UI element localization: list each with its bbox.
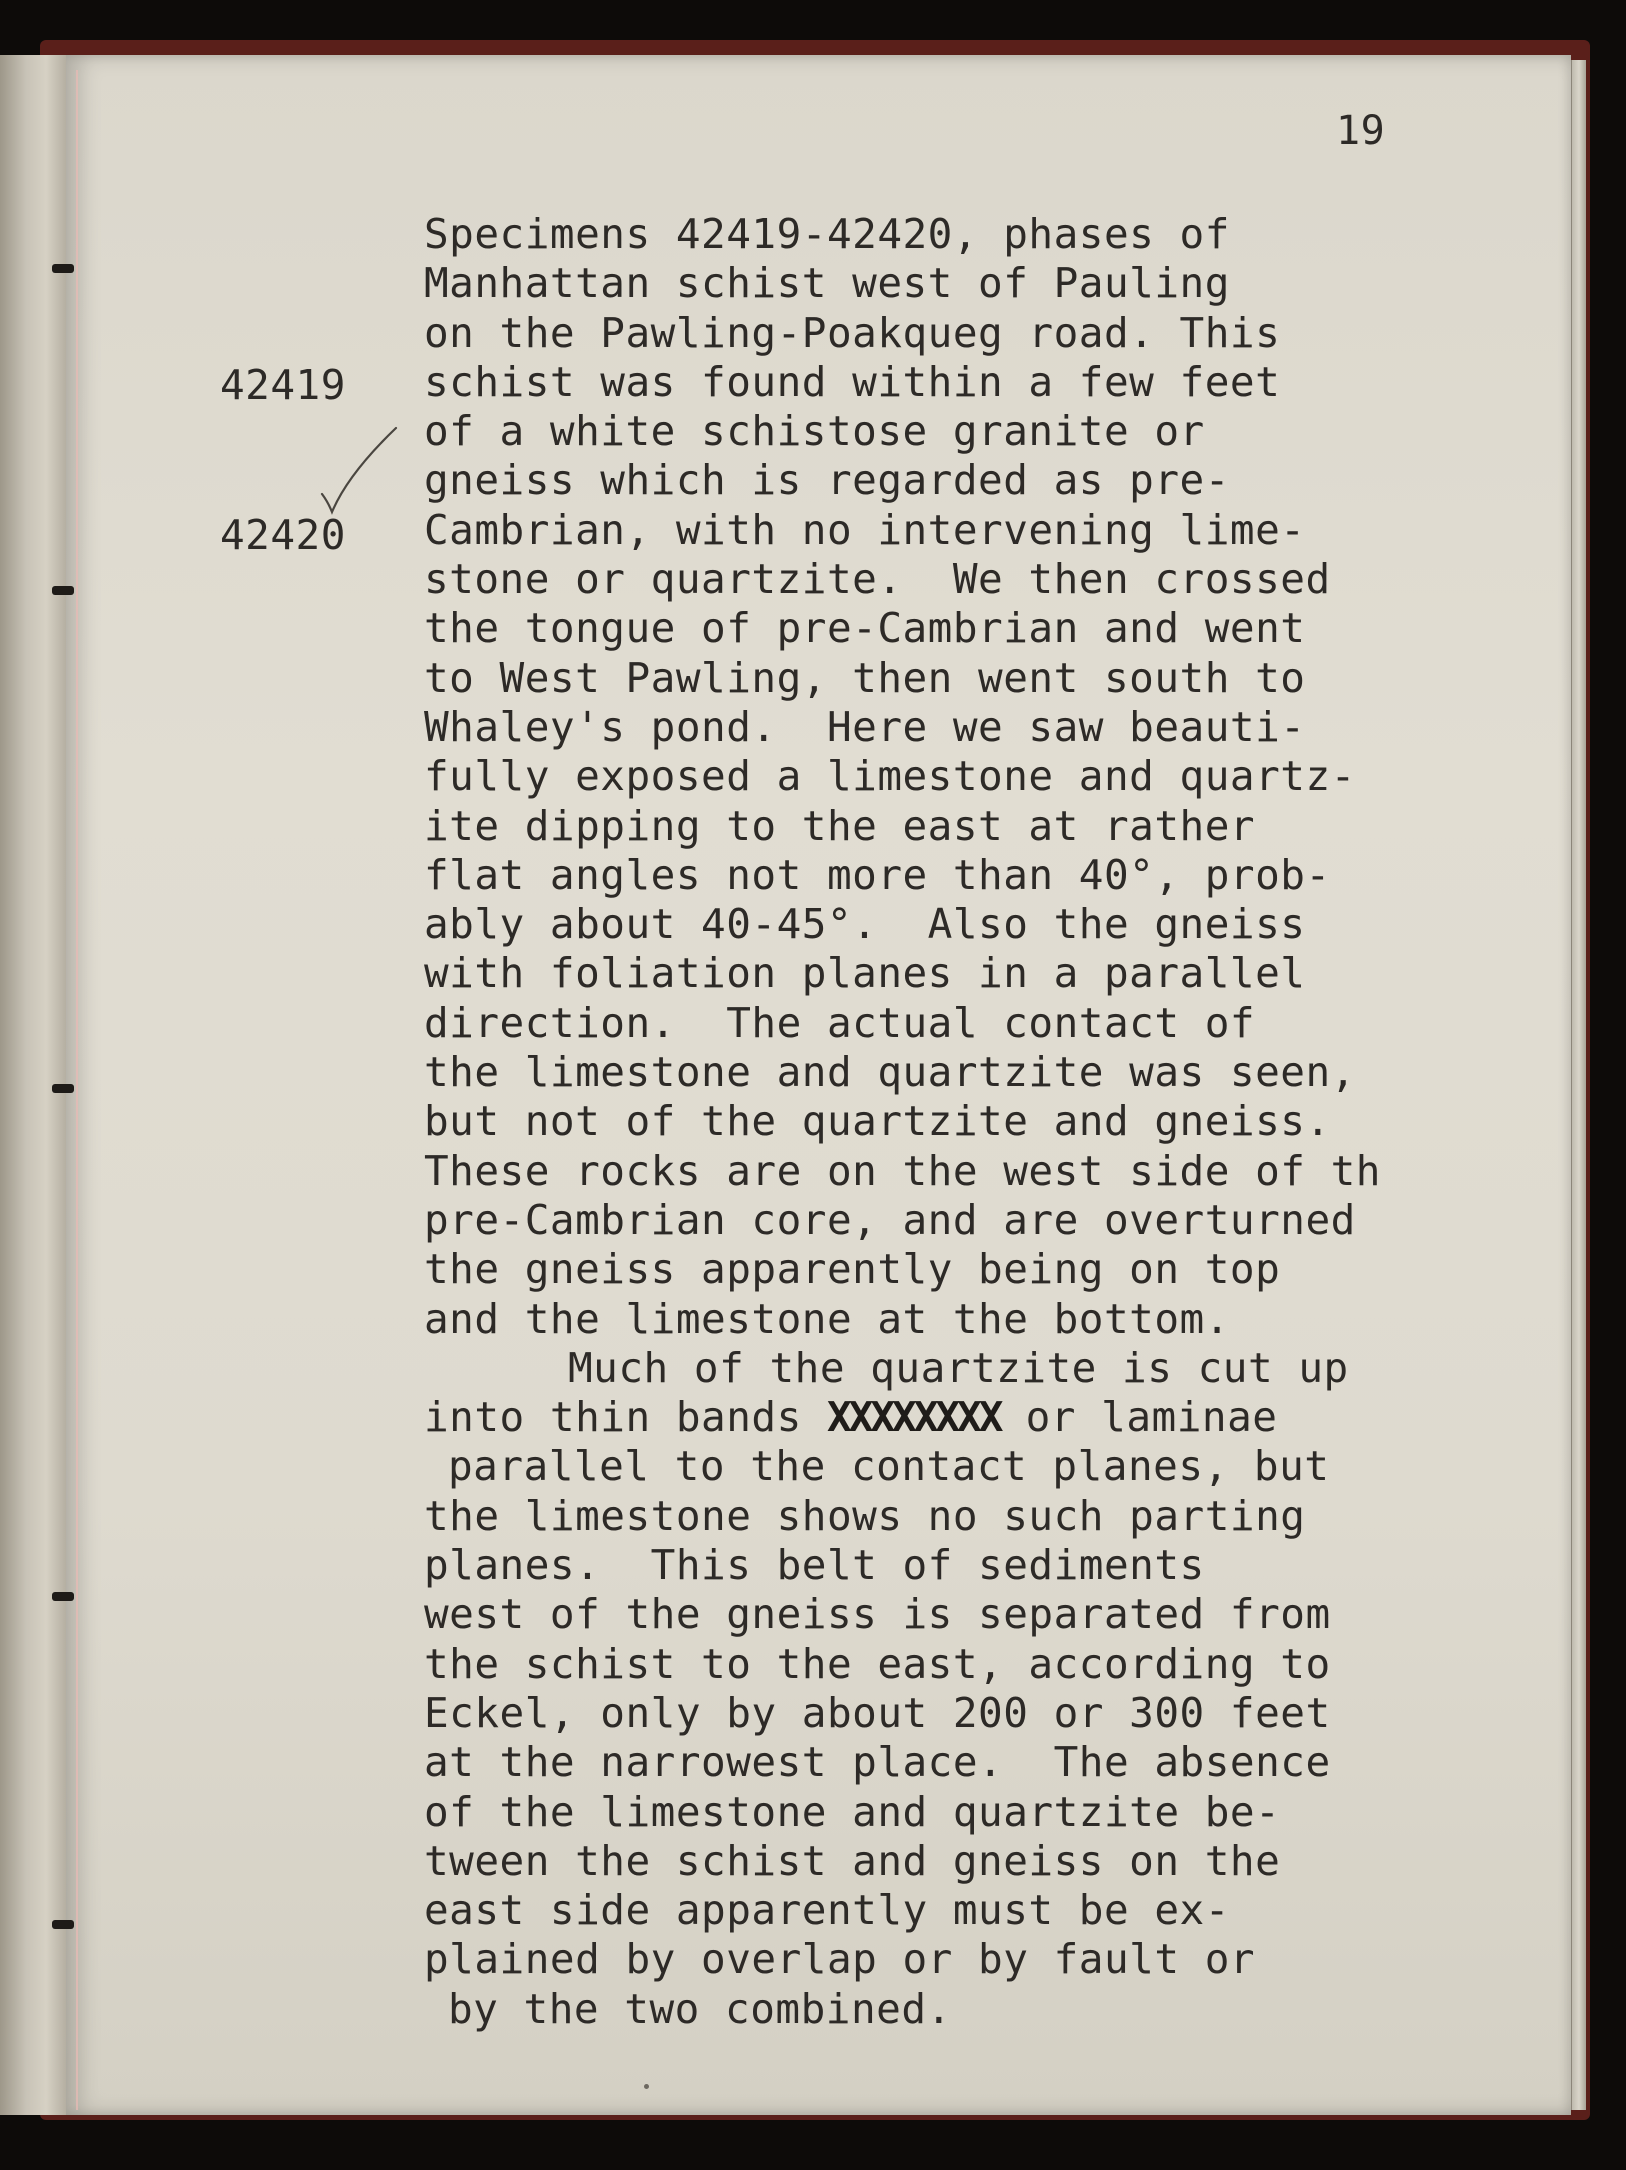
binding-hole [52, 1084, 74, 1093]
text-line-content: planes. This belt of sediments [424, 1541, 1205, 1590]
text-line-content: stone or quartzite. We then crossed [424, 555, 1331, 604]
text-line-content: west of the gneiss is separated from [424, 1590, 1331, 1639]
text-line [424, 259, 1381, 308]
text-line-content: to West Pawling, then went south to [424, 653, 1306, 702]
text-line [424, 1245, 1381, 1294]
text-line-content: plained by overlap or by fault or [424, 1935, 1256, 1984]
text-line-content: into thin bands [424, 1393, 827, 1442]
text-line-content: parallel to the contact planes, but [448, 1442, 1330, 1491]
text-line [424, 1886, 1381, 1935]
text-line [424, 1442, 1381, 1491]
paper-speck [644, 2084, 649, 2089]
binding-hole [52, 264, 74, 273]
text-line-content: with foliation planes in a parallel [424, 949, 1306, 998]
text-line [424, 1393, 1381, 1442]
text-line [424, 309, 1381, 358]
right-page-edge [1571, 60, 1586, 2110]
text-line [424, 949, 1381, 998]
text-line-content: gneiss which is regarded as pre- [424, 456, 1230, 505]
text-line [424, 1048, 1381, 1097]
text-line [424, 1541, 1381, 1590]
binding-hole [52, 1592, 74, 1601]
text-line-content: but not of the quartzite and gneiss. [424, 1097, 1331, 1146]
text-line-content: tween the schist and gneiss on the [424, 1836, 1281, 1885]
text-line [424, 802, 1381, 851]
text-line [424, 555, 1381, 604]
text-line-content: of the limestone and quartzite be- [424, 1787, 1281, 1836]
text-line-content: the limestone and quartzite was seen, [424, 1048, 1356, 1097]
text-line-content: Manhattan schist west of Pauling [424, 259, 1230, 308]
margin-specimen-number: 42419 [220, 361, 346, 409]
text-line [424, 456, 1381, 505]
text-line [424, 358, 1381, 407]
text-line [424, 210, 1381, 259]
text-line [424, 1689, 1381, 1738]
text-line [424, 1788, 1381, 1837]
text-line-content: Whaley's pond. Here we saw beauti- [424, 702, 1306, 751]
text-line-content: by the two combined. [448, 1984, 952, 2033]
text-line [424, 1738, 1381, 1787]
text-line [424, 752, 1381, 801]
text-line-content: of a white schistose granite or [424, 407, 1205, 456]
text-line [424, 1196, 1381, 1245]
text-line [424, 604, 1381, 653]
text-line [424, 999, 1381, 1048]
text-line [424, 407, 1381, 456]
text-line-content: ably about 40-45°. Also the gneiss [424, 900, 1306, 949]
struck-out-text: XXXXXXXX [826, 1393, 1001, 1442]
text-line-content: and the limestone at the bottom. [424, 1294, 1230, 1343]
text-line-content: These rocks are on the west side of th [424, 1146, 1381, 1195]
text-line-content: ite dipping to the east at rather [424, 801, 1256, 850]
binding-hole [52, 586, 74, 595]
text-line-content: at the narrowest place. The absence [424, 1738, 1331, 1787]
text-line-content: on the Pawling-Poakqueg road. This [424, 308, 1281, 357]
text-line-content: pre-Cambrian core, and are overturned [424, 1195, 1356, 1244]
text-line-content: the gneiss apparently being on top [424, 1245, 1281, 1294]
text-line [424, 1344, 1381, 1393]
text-line [424, 1935, 1381, 1984]
text-line [424, 703, 1381, 752]
text-line-content: the schist to the east, according to [424, 1639, 1331, 1688]
check-mark-icon [318, 424, 398, 524]
text-line-content: Eckel, only by about 200 or 300 feet [424, 1688, 1331, 1737]
text-line [424, 1097, 1381, 1146]
margin-specimen-number: 42420 [220, 511, 346, 559]
text-line-content: east side apparently must be ex- [424, 1886, 1230, 1935]
text-line [424, 900, 1381, 949]
text-line [424, 654, 1381, 703]
typed-body-text [424, 210, 1381, 2034]
text-line-content: schist was found within a few feet [424, 357, 1281, 406]
binding-hole [52, 1920, 74, 1929]
text-line-content: the tongue of pre-Cambrian and went [424, 604, 1306, 653]
text-line [424, 1147, 1381, 1196]
text-line-content: Cambrian, with no intervening lime- [424, 505, 1306, 554]
text-line [424, 1837, 1381, 1886]
text-line [424, 1492, 1381, 1541]
text-line [424, 1640, 1381, 1689]
text-line-content: fully exposed a limestone and quartz- [424, 752, 1356, 801]
text-line-continuation: or laminae [1000, 1393, 1278, 1442]
text-line [424, 1985, 1381, 2034]
text-line [424, 851, 1381, 900]
text-line-content: direction. The actual contact of [424, 998, 1256, 1047]
margin-rule-line [76, 70, 78, 2110]
text-line [424, 506, 1381, 555]
text-line-content: Specimens 42419-42420, phases of [424, 210, 1230, 258]
page-number: 19 [1336, 108, 1386, 154]
text-line-content: flat angles not more than 40°, prob- [424, 850, 1331, 899]
text-line-content: the limestone shows no such parting [424, 1491, 1306, 1540]
text-line-content: Much of the quartzite is cut up [568, 1343, 1349, 1392]
text-line [424, 1295, 1381, 1344]
text-line [424, 1590, 1381, 1639]
